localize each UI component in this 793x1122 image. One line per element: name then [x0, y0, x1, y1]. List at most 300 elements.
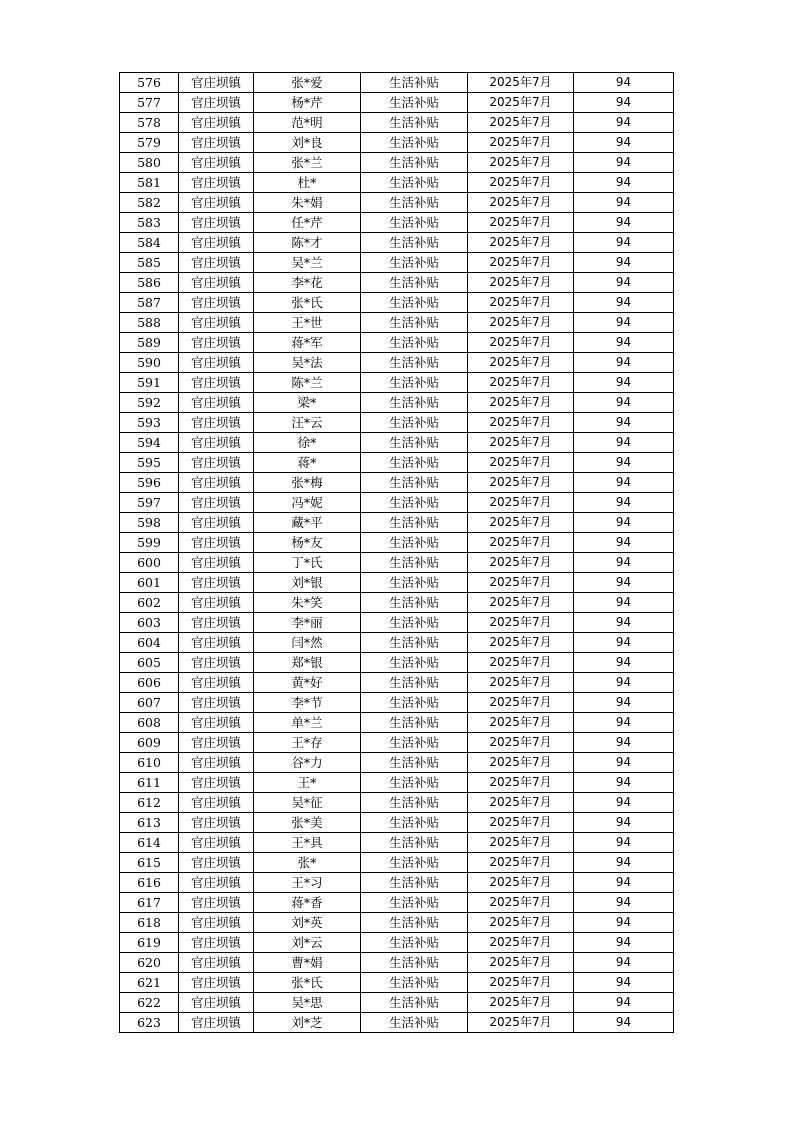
amount-cell: 94 [574, 633, 674, 653]
subsidy-type-cell: 生活补贴 [361, 473, 468, 493]
subsidy-type-cell: 生活补贴 [361, 273, 468, 293]
name-cell: 郑*银 [254, 653, 361, 673]
table-row [120, 793, 674, 813]
name-cell: 蒋*军 [254, 333, 361, 353]
amount-cell: 94 [574, 313, 674, 333]
table-row [120, 233, 674, 253]
subsidy-type-cell: 生活补贴 [361, 493, 468, 513]
period-cell: 2025年7月 [468, 193, 574, 213]
subsidy-type-cell: 生活补贴 [361, 453, 468, 473]
name-cell: 张*氏 [254, 293, 361, 313]
table-row [120, 893, 674, 913]
row-number-cell: 599 [120, 533, 179, 553]
row-number-cell: 596 [120, 473, 179, 493]
name-cell: 朱*笑 [254, 593, 361, 613]
table-row [120, 553, 674, 573]
name-cell: 刘*芝 [254, 1013, 361, 1033]
town-cell: 官庄坝镇 [179, 773, 254, 793]
row-number-cell: 598 [120, 513, 179, 533]
row-number-cell: 576 [120, 73, 179, 93]
period-cell: 2025年7月 [468, 453, 574, 473]
table-row [120, 293, 674, 313]
town-cell: 官庄坝镇 [179, 153, 254, 173]
period-cell: 2025年7月 [468, 333, 574, 353]
period-cell: 2025年7月 [468, 913, 574, 933]
table-row [120, 113, 674, 133]
subsidy-type-cell: 生活补贴 [361, 653, 468, 673]
name-cell: 吴*思 [254, 993, 361, 1013]
name-cell: 汪*云 [254, 413, 361, 433]
name-cell: 张*爱 [254, 73, 361, 93]
row-number-cell: 614 [120, 833, 179, 853]
name-cell: 张*兰 [254, 153, 361, 173]
name-cell: 刘*良 [254, 133, 361, 153]
table-row [120, 313, 674, 333]
table-row [120, 473, 674, 493]
period-cell: 2025年7月 [468, 173, 574, 193]
town-cell: 官庄坝镇 [179, 853, 254, 873]
name-cell: 曹*娟 [254, 953, 361, 973]
subsidy-type-cell: 生活补贴 [361, 873, 468, 893]
amount-cell: 94 [574, 533, 674, 553]
table-row [120, 833, 674, 853]
amount-cell: 94 [574, 513, 674, 533]
town-cell: 官庄坝镇 [179, 733, 254, 753]
name-cell: 闫*然 [254, 633, 361, 653]
period-cell: 2025年7月 [468, 73, 574, 93]
town-cell: 官庄坝镇 [179, 753, 254, 773]
amount-cell: 94 [574, 673, 674, 693]
table-row [120, 593, 674, 613]
period-cell: 2025年7月 [468, 853, 574, 873]
amount-cell: 94 [574, 433, 674, 453]
subsidy-type-cell: 生活补贴 [361, 233, 468, 253]
amount-cell: 94 [574, 693, 674, 713]
amount-cell: 94 [574, 193, 674, 213]
row-number-cell: 589 [120, 333, 179, 353]
period-cell: 2025年7月 [468, 493, 574, 513]
subsidy-type-cell: 生活补贴 [361, 613, 468, 633]
amount-cell: 94 [574, 593, 674, 613]
row-number-cell: 583 [120, 213, 179, 233]
name-cell: 张* [254, 853, 361, 873]
period-cell: 2025年7月 [468, 693, 574, 713]
period-cell: 2025年7月 [468, 433, 574, 453]
period-cell: 2025年7月 [468, 113, 574, 133]
name-cell: 王*习 [254, 873, 361, 893]
subsidy-type-cell: 生活补贴 [361, 193, 468, 213]
period-cell: 2025年7月 [468, 233, 574, 253]
subsidy-type-cell: 生活补贴 [361, 733, 468, 753]
subsidy-type-cell: 生活补贴 [361, 213, 468, 233]
amount-cell: 94 [574, 913, 674, 933]
name-cell: 吴*兰 [254, 253, 361, 273]
subsidy-type-cell: 生活补贴 [361, 113, 468, 133]
period-cell: 2025年7月 [468, 873, 574, 893]
name-cell: 刘*英 [254, 913, 361, 933]
amount-cell: 94 [574, 93, 674, 113]
period-cell: 2025年7月 [468, 413, 574, 433]
table-row [120, 513, 674, 533]
subsidy-type-cell: 生活补贴 [361, 893, 468, 913]
period-cell: 2025年7月 [468, 213, 574, 233]
amount-cell: 94 [574, 253, 674, 273]
period-cell: 2025年7月 [468, 273, 574, 293]
town-cell: 官庄坝镇 [179, 793, 254, 813]
period-cell: 2025年7月 [468, 793, 574, 813]
table-row [120, 973, 674, 993]
subsidy-table [119, 72, 674, 1033]
subsidy-type-cell: 生活补贴 [361, 993, 468, 1013]
subsidy-type-cell: 生活补贴 [361, 573, 468, 593]
name-cell: 王*具 [254, 833, 361, 853]
name-cell: 丁*氏 [254, 553, 361, 573]
period-cell: 2025年7月 [468, 473, 574, 493]
table-row [120, 573, 674, 593]
table-row [120, 273, 674, 293]
table-row [120, 353, 674, 373]
row-number-cell: 579 [120, 133, 179, 153]
amount-cell: 94 [574, 333, 674, 353]
row-number-cell: 623 [120, 1013, 179, 1033]
period-cell: 2025年7月 [468, 313, 574, 333]
town-cell: 官庄坝镇 [179, 553, 254, 573]
subsidy-type-cell: 生活补贴 [361, 833, 468, 853]
subsidy-type-cell: 生活补贴 [361, 853, 468, 873]
row-number-cell: 580 [120, 153, 179, 173]
town-cell: 官庄坝镇 [179, 513, 254, 533]
amount-cell: 94 [574, 893, 674, 913]
row-number-cell: 600 [120, 553, 179, 573]
table-row [120, 173, 674, 193]
row-number-cell: 622 [120, 993, 179, 1013]
subsidy-type-cell: 生活补贴 [361, 293, 468, 313]
amount-cell: 94 [574, 953, 674, 973]
amount-cell: 94 [574, 293, 674, 313]
amount-cell: 94 [574, 993, 674, 1013]
town-cell: 官庄坝镇 [179, 93, 254, 113]
name-cell: 杨*芹 [254, 93, 361, 113]
name-cell: 李*丽 [254, 613, 361, 633]
town-cell: 官庄坝镇 [179, 353, 254, 373]
table-row [120, 653, 674, 673]
amount-cell: 94 [574, 413, 674, 433]
name-cell: 谷*力 [254, 753, 361, 773]
town-cell: 官庄坝镇 [179, 173, 254, 193]
row-number-cell: 621 [120, 973, 179, 993]
row-number-cell: 590 [120, 353, 179, 373]
period-cell: 2025年7月 [468, 293, 574, 313]
subsidy-type-cell: 生活补贴 [361, 413, 468, 433]
amount-cell: 94 [574, 73, 674, 93]
period-cell: 2025年7月 [468, 753, 574, 773]
table-row [120, 333, 674, 353]
row-number-cell: 610 [120, 753, 179, 773]
row-number-cell: 620 [120, 953, 179, 973]
town-cell: 官庄坝镇 [179, 993, 254, 1013]
subsidy-type-cell: 生活补贴 [361, 153, 468, 173]
period-cell: 2025年7月 [468, 93, 574, 113]
subsidy-type-cell: 生活补贴 [361, 633, 468, 653]
table-row [120, 813, 674, 833]
name-cell: 陈*兰 [254, 373, 361, 393]
table-row [120, 673, 674, 693]
town-cell: 官庄坝镇 [179, 493, 254, 513]
period-cell: 2025年7月 [468, 813, 574, 833]
amount-cell: 94 [574, 213, 674, 233]
amount-cell: 94 [574, 133, 674, 153]
table-row [120, 413, 674, 433]
subsidy-type-cell: 生活补贴 [361, 973, 468, 993]
subsidy-type-cell: 生活补贴 [361, 353, 468, 373]
table-row [120, 133, 674, 153]
row-number-cell: 605 [120, 653, 179, 673]
town-cell: 官庄坝镇 [179, 893, 254, 913]
name-cell: 单*兰 [254, 713, 361, 733]
row-number-cell: 595 [120, 453, 179, 473]
row-number-cell: 578 [120, 113, 179, 133]
name-cell: 范*明 [254, 113, 361, 133]
table-row [120, 453, 674, 473]
period-cell: 2025年7月 [468, 773, 574, 793]
table-row [120, 753, 674, 773]
amount-cell: 94 [574, 733, 674, 753]
table-row [120, 193, 674, 213]
table-row [120, 993, 674, 1013]
amount-cell: 94 [574, 553, 674, 573]
table-row [120, 493, 674, 513]
row-number-cell: 613 [120, 813, 179, 833]
subsidy-type-cell: 生活补贴 [361, 933, 468, 953]
table-row [120, 733, 674, 753]
row-number-cell: 615 [120, 853, 179, 873]
amount-cell: 94 [574, 973, 674, 993]
amount-cell: 94 [574, 493, 674, 513]
town-cell: 官庄坝镇 [179, 73, 254, 93]
town-cell: 官庄坝镇 [179, 693, 254, 713]
amount-cell: 94 [574, 873, 674, 893]
name-cell: 杜* [254, 173, 361, 193]
name-cell: 吴*征 [254, 793, 361, 813]
row-number-cell: 603 [120, 613, 179, 633]
name-cell: 冯*妮 [254, 493, 361, 513]
table-row [120, 933, 674, 953]
table-row [120, 853, 674, 873]
subsidy-type-cell: 生活补贴 [361, 93, 468, 113]
subsidy-type-cell: 生活补贴 [361, 373, 468, 393]
town-cell: 官庄坝镇 [179, 293, 254, 313]
table-row [120, 533, 674, 553]
subsidy-type-cell: 生活补贴 [361, 1013, 468, 1033]
subsidy-type-cell: 生活补贴 [361, 813, 468, 833]
table-row [120, 873, 674, 893]
amount-cell: 94 [574, 153, 674, 173]
table-row [120, 773, 674, 793]
town-cell: 官庄坝镇 [179, 113, 254, 133]
period-cell: 2025年7月 [468, 993, 574, 1013]
amount-cell: 94 [574, 813, 674, 833]
period-cell: 2025年7月 [468, 353, 574, 373]
period-cell: 2025年7月 [468, 133, 574, 153]
amount-cell: 94 [574, 853, 674, 873]
name-cell: 蒋*香 [254, 893, 361, 913]
amount-cell: 94 [574, 1013, 674, 1033]
name-cell: 刘*银 [254, 573, 361, 593]
amount-cell: 94 [574, 753, 674, 773]
subsidy-type-cell: 生活补贴 [361, 753, 468, 773]
amount-cell: 94 [574, 613, 674, 633]
row-number-cell: 594 [120, 433, 179, 453]
name-cell: 藏*平 [254, 513, 361, 533]
name-cell: 李*节 [254, 693, 361, 713]
town-cell: 官庄坝镇 [179, 713, 254, 733]
town-cell: 官庄坝镇 [179, 253, 254, 273]
town-cell: 官庄坝镇 [179, 873, 254, 893]
row-number-cell: 588 [120, 313, 179, 333]
table-row [120, 693, 674, 713]
town-cell: 官庄坝镇 [179, 433, 254, 453]
amount-cell: 94 [574, 233, 674, 253]
row-number-cell: 619 [120, 933, 179, 953]
amount-cell: 94 [574, 713, 674, 733]
row-number-cell: 593 [120, 413, 179, 433]
town-cell: 官庄坝镇 [179, 653, 254, 673]
name-cell: 吴*法 [254, 353, 361, 373]
row-number-cell: 612 [120, 793, 179, 813]
row-number-cell: 597 [120, 493, 179, 513]
row-number-cell: 582 [120, 193, 179, 213]
town-cell: 官庄坝镇 [179, 593, 254, 613]
name-cell: 李*花 [254, 273, 361, 293]
subsidy-type-cell: 生活补贴 [361, 433, 468, 453]
amount-cell: 94 [574, 793, 674, 813]
name-cell: 王*世 [254, 313, 361, 333]
period-cell: 2025年7月 [468, 253, 574, 273]
name-cell: 任*芹 [254, 213, 361, 233]
subsidy-type-cell: 生活补贴 [361, 593, 468, 613]
amount-cell: 94 [574, 773, 674, 793]
town-cell: 官庄坝镇 [179, 633, 254, 653]
period-cell: 2025年7月 [468, 553, 574, 573]
amount-cell: 94 [574, 473, 674, 493]
table-row [120, 93, 674, 113]
subsidy-type-cell: 生活补贴 [361, 133, 468, 153]
table-row [120, 1013, 674, 1033]
row-number-cell: 585 [120, 253, 179, 273]
subsidy-type-cell: 生活补贴 [361, 393, 468, 413]
name-cell: 张*梅 [254, 473, 361, 493]
period-cell: 2025年7月 [468, 633, 574, 653]
amount-cell: 94 [574, 393, 674, 413]
row-number-cell: 601 [120, 573, 179, 593]
town-cell: 官庄坝镇 [179, 833, 254, 853]
table-row [120, 253, 674, 273]
table-row [120, 913, 674, 933]
table-row [120, 73, 674, 93]
period-cell: 2025年7月 [468, 713, 574, 733]
table-row [120, 373, 674, 393]
period-cell: 2025年7月 [468, 673, 574, 693]
subsidy-type-cell: 生活补贴 [361, 253, 468, 273]
name-cell: 刘*云 [254, 933, 361, 953]
period-cell: 2025年7月 [468, 513, 574, 533]
row-number-cell: 617 [120, 893, 179, 913]
name-cell: 徐* [254, 433, 361, 453]
town-cell: 官庄坝镇 [179, 313, 254, 333]
name-cell: 陈*才 [254, 233, 361, 253]
town-cell: 官庄坝镇 [179, 533, 254, 553]
period-cell: 2025年7月 [468, 953, 574, 973]
period-cell: 2025年7月 [468, 393, 574, 413]
name-cell: 梁* [254, 393, 361, 413]
town-cell: 官庄坝镇 [179, 813, 254, 833]
name-cell: 黄*好 [254, 673, 361, 693]
row-number-cell: 618 [120, 913, 179, 933]
amount-cell: 94 [574, 173, 674, 193]
town-cell: 官庄坝镇 [179, 133, 254, 153]
row-number-cell: 592 [120, 393, 179, 413]
name-cell: 张*氏 [254, 973, 361, 993]
row-number-cell: 602 [120, 593, 179, 613]
amount-cell: 94 [574, 833, 674, 853]
row-number-cell: 606 [120, 673, 179, 693]
subsidy-type-cell: 生活补贴 [361, 513, 468, 533]
name-cell: 朱*娟 [254, 193, 361, 213]
subsidy-type-cell: 生活补贴 [361, 73, 468, 93]
subsidy-type-cell: 生活补贴 [361, 673, 468, 693]
row-number-cell: 616 [120, 873, 179, 893]
row-number-cell: 607 [120, 693, 179, 713]
row-number-cell: 604 [120, 633, 179, 653]
town-cell: 官庄坝镇 [179, 613, 254, 633]
town-cell: 官庄坝镇 [179, 233, 254, 253]
amount-cell: 94 [574, 273, 674, 293]
town-cell: 官庄坝镇 [179, 273, 254, 293]
amount-cell: 94 [574, 373, 674, 393]
town-cell: 官庄坝镇 [179, 333, 254, 353]
period-cell: 2025年7月 [468, 573, 574, 593]
subsidy-type-cell: 生活补贴 [361, 313, 468, 333]
row-number-cell: 609 [120, 733, 179, 753]
table-row [120, 393, 674, 413]
town-cell: 官庄坝镇 [179, 453, 254, 473]
period-cell: 2025年7月 [468, 893, 574, 913]
period-cell: 2025年7月 [468, 373, 574, 393]
town-cell: 官庄坝镇 [179, 473, 254, 493]
row-number-cell: 587 [120, 293, 179, 313]
town-cell: 官庄坝镇 [179, 913, 254, 933]
subsidy-type-cell: 生活补贴 [361, 793, 468, 813]
amount-cell: 94 [574, 113, 674, 133]
table-row [120, 953, 674, 973]
town-cell: 官庄坝镇 [179, 973, 254, 993]
period-cell: 2025年7月 [468, 153, 574, 173]
town-cell: 官庄坝镇 [179, 413, 254, 433]
period-cell: 2025年7月 [468, 613, 574, 633]
amount-cell: 94 [574, 573, 674, 593]
name-cell: 王*存 [254, 733, 361, 753]
name-cell: 蒋* [254, 453, 361, 473]
town-cell: 官庄坝镇 [179, 1013, 254, 1033]
amount-cell: 94 [574, 453, 674, 473]
subsidy-type-cell: 生活补贴 [361, 693, 468, 713]
town-cell: 官庄坝镇 [179, 573, 254, 593]
subsidy-type-cell: 生活补贴 [361, 333, 468, 353]
town-cell: 官庄坝镇 [179, 373, 254, 393]
row-number-cell: 586 [120, 273, 179, 293]
row-number-cell: 608 [120, 713, 179, 733]
row-number-cell: 591 [120, 373, 179, 393]
